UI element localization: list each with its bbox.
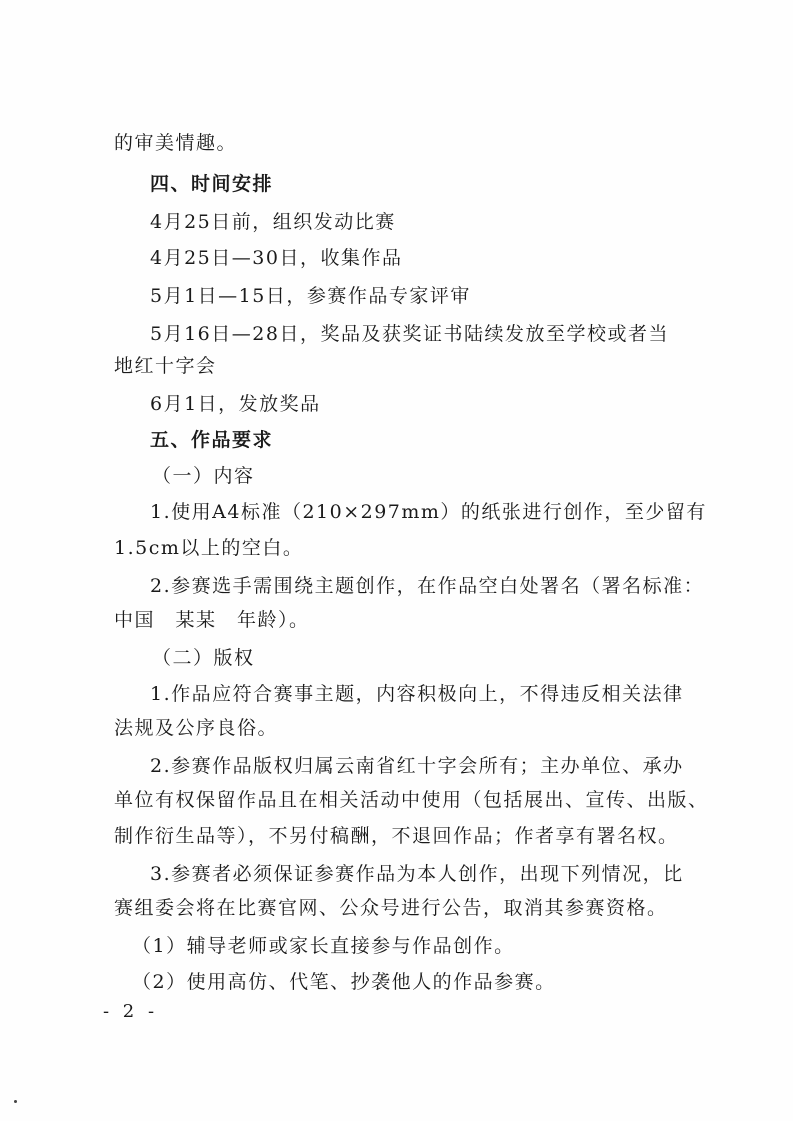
subsection-heading-copyright: （二）版权 <box>152 647 255 669</box>
violation-item-1: （1）辅导老师或家长直接参与作品创作。 <box>132 935 515 957</box>
copyright-item-1-continuation: 法规及公序良俗。 <box>114 717 279 739</box>
scan-speck <box>14 1100 17 1103</box>
copyright-item-1: 1.作品应符合赛事主题，内容积极向上，不得违反相关法律 <box>150 683 684 705</box>
schedule-item-1: 4月25日前，组织发动比赛 <box>150 211 396 233</box>
schedule-item-4-continuation: 地红十字会 <box>114 355 217 377</box>
copyright-item-2: 2.参赛作品版权归属云南省红十字会所有；主办单位、承办 <box>150 755 684 777</box>
copyright-item-3-continuation: 赛组委会将在比赛官网、公众号进行公告，取消其参赛资格。 <box>114 897 668 919</box>
schedule-item-5: 6月1日，发放奖品 <box>150 393 321 415</box>
schedule-item-3: 5月1日—15日，参赛作品专家评审 <box>150 285 471 307</box>
content-item-1-continuation: 1.5cm以上的空白。 <box>114 537 304 559</box>
violation-item-2: （2）使用高仿、代笔、抄袭他人的作品参赛。 <box>132 971 556 993</box>
schedule-item-2: 4月25日—30日，收集作品 <box>150 247 403 269</box>
paragraph-continuation: 的审美情趣。 <box>114 132 238 154</box>
schedule-item-4: 5月16日—28日，奖品及获奖证书陆续发放至学校或者当 <box>150 323 669 345</box>
copyright-item-2-continuation-1: 单位有权保留作品且在相关活动中使用（包括展出、宣传、出版、 <box>114 789 709 811</box>
section-heading-requirements: 五、作品要求 <box>150 429 274 451</box>
copyright-item-2-continuation-2: 制作衍生品等），不另付稿酬，不退回作品；作者享有署名权。 <box>114 825 679 847</box>
content-item-2: 2.参赛选手需围绕主题创作，在作品空白处署名（署名标准： <box>150 575 705 597</box>
subsection-heading-content: （一）内容 <box>152 465 255 487</box>
content-item-1: 1.使用A4标准（210×297mm）的纸张进行创作，至少留有 <box>150 501 707 523</box>
content-item-2-continuation: 中国 某某 年龄）。 <box>114 609 310 631</box>
section-heading-schedule: 四、时间安排 <box>150 173 274 195</box>
page-number: - 2 - <box>103 1001 159 1022</box>
copyright-item-3: 3.参赛者必须保证参赛作品为本人创作，出现下列情况，比 <box>150 863 684 885</box>
